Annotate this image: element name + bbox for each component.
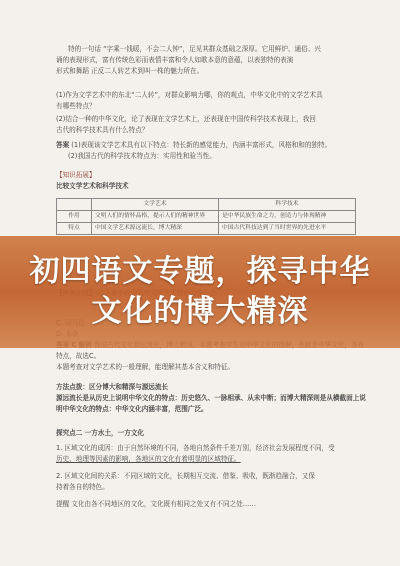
table-header-row [57,199,356,211]
question-1: (1)作为文学艺术中的东北“二人转”，对群众影响力哪，你的观点，中华文化中的文学艺术具 [56,91,323,99]
passage-line: 形式和舞蹈 正反二人转艺术到叫一株的魅力所在。 [56,67,204,75]
inquiry-point-2-cont: 持着各自的特色。 [56,483,109,491]
table-cell: 特点 [57,223,92,235]
explanation-text: 特点，故选C。 [56,352,101,360]
method-text-2: 明中华文化的特点：中华文化内涵丰富，范围广泛。 [56,405,208,413]
table-cell: 中国文学艺术源远流长，博大精深 [92,223,219,235]
knowledge-section [56,170,366,192]
inquiry-point-1: 1. 区域文化的成因：由于自然环境的不同，各地自然条件千差万别，经济社会发展程度不同，受 [56,444,335,452]
inquiry-block [56,428,366,510]
table-header-cell [57,199,92,211]
headline-title: 初四语文专题，探寻中华文化的博大精深 [29,254,371,329]
method-title: 方法点拨：区分博大和精深与源远流长 [56,383,169,391]
answer-text-2: (2)我国古代的科学技术特点为：实用性和验当性。 [68,152,216,160]
table-cell: 中国古代科技达到了当时世界的先进水平 [219,223,356,235]
method-text: 源远流长是从历史上说明中华文化的特点：历史悠久、一脉相承、从未中断；而博大精深则是从横截面上说 [56,394,366,402]
answer-label: 答案 [56,141,70,149]
tip-line: 提醒 文化由各不同地区的文化，文化既有相同之处又有不同之处…… [56,500,256,508]
explanation-text-2: 本题考查对文学艺术的一般理解，能理解其基本含义和特征。 [56,363,235,371]
inquiry-point-2: 2. 区域文化间的关系：不同区域的文化，长期相互交流、借鉴、吸收，既渐趋融合，又保 [56,472,315,480]
inquiry-point-1-cont: 历史、地理等因素的影响，各地区的文化有着明显的区域特征。 [56,455,241,463]
table-row [57,223,356,235]
question-1-cont: 有哪些特点？ [56,102,96,110]
table-row [57,211,356,223]
table-cell: 文明人们的情怀品格，提示人们的精神世界 [92,211,219,223]
answer-block [56,140,366,162]
comparison-table [56,198,356,235]
table-title: 比较文学艺术和科学技术 [56,182,129,190]
method-block [56,382,366,415]
table-cell: 作用 [57,211,92,223]
table-header-cell: 科学技术 [219,199,356,211]
table-header-cell: 文学艺术 [92,199,219,211]
question-2: (2)结合一种的中华文化，论了表现在文学艺术上，还表现在中国传科学技术表现上，我回 [56,115,316,123]
section-title: 【知识拓展】 [56,171,96,179]
passage-line: 诵的表现形式，富有传统色彩而表情丰富和令人如歌本意的意蕴，以表独特的表演 [56,56,294,64]
answer-line [56,140,366,151]
table-cell: 是中华民族生命之力，创造力与体现精神 [219,211,356,223]
question-block [56,90,366,136]
question-2-cont: 古代的科学技术具有什么特点？ [56,126,149,134]
intro-passage [56,44,366,77]
answer-text-1: (1)表现该文学艺术具有以下特点：特长新的感觉能力，内涵丰富形式，风格和和的独特。 [71,141,332,149]
inquiry-title: 探究点二 一方水土，一方文化 [56,429,145,437]
passage-line: 特的一句话 “字乘一钱暖，不会二人钟”，足见其群众基础之深厚。它用鲜炉、通俗、兴 [68,45,321,53]
